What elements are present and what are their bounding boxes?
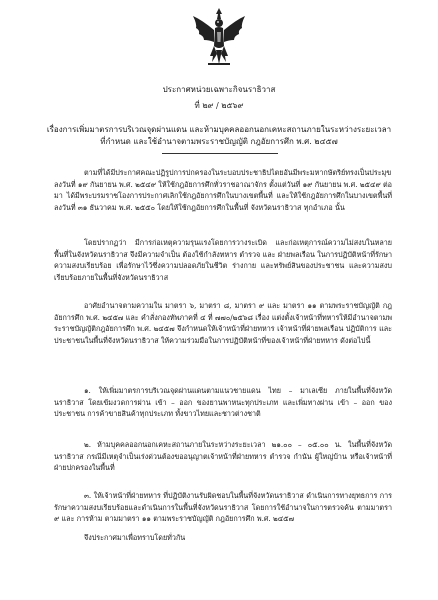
paragraph-item-3 bbox=[54, 490, 392, 525]
paragraph-text: ๓. ให้เจ้าหน้าที่ฝ่ายทหาร ที่ปฏิบัติงานรับผิดชอบในพื้นที่จังหวัดนราธิวาส ดำเนินการทางยุทธการ การรักษาความสงบเรียบร้อยและดำเนินการในพื้นที่จังหวัดนราธิวาส โดยการใช้อำนาจในการตรวจค้น ตามมาตรา ๙ และ การห้าม ตามมาตรา ๑๑ ตามพระราชบัญญัติ กฎอัยการศึก พ.ศ. ๒๔๕๗ bbox=[54, 491, 392, 524]
paragraph-item-1 bbox=[54, 385, 392, 420]
subject-underline bbox=[162, 153, 278, 154]
paragraph-item-2 bbox=[54, 439, 392, 474]
paragraph-text: โดยปรากฏว่า มีการก่อเหตุความรุนแรงโดยการวางระเบิด และก่อเหตุการณ์ความไม่สงบในหลายพื้นที่ในจังหวัดนราธิวาส จึงมีความจำเป็น ต้องใช้กำลังทหาร ตำรวจ และ ฝ่ายพลเรือน ในการปฏิบัติหน้าที่รักษาความสงบเรียบร้อย เพื่อรักษาไว้ซึ่งความปลอดภัยในชีวิต ร่างกาย และทรัพย์สินของประชาชน และความสงบเรียบร้อยภายในพื้นที่จังหวัดนราธิวาส bbox=[54, 238, 392, 282]
paragraph-text: ตามที่ได้มีประกาศคณะปฏิรูปการปกครองในระบอบประชาธิปไตยอันมีพระมหากษัตริย์ทรงเป็นประมุข ลงวันที่ ๑๙ กันยายน พ.ศ. ๒๕๔๙ ให้ใช้กฎอัยการศึกทั่วราชอาณาจักร ตั้งแต่วันที่ ๑๙ กันยายน พ.ศ. ๒๕๔๙ ต่อมา ได้มีพระบรมราชโองการประกาศเลิกใช้กฎอัยการศึกในบางเขตพื้นที่ และให้ใช้กฎอัยการศึกในบางเขตพื้นที่ ลงวันที่ ๓๑ ธันวาคม พ.ศ. ๒๕๕๐ โดยให้ใช้กฎอัยการศึกในพื้นที่ จังหวัดนราธิวาส ทุกอำเภอ นั้น bbox=[54, 168, 392, 212]
announcement-subject bbox=[0, 124, 438, 148]
subject-line-2: ที่กำหนด และใช้อำนาจตามพระราชบัญญัติ กฎอัยการศึก พ.ศ. ๒๔๕๗ bbox=[100, 137, 338, 146]
announcement-title: ประกาศหน่วยเฉพาะกิจนราธิวาส bbox=[162, 85, 276, 94]
paragraph-text: จึงประกาศมาเพื่อทราบโดยทั่วกัน bbox=[84, 533, 186, 542]
paragraph-closing bbox=[54, 532, 392, 544]
paragraph-reason bbox=[54, 237, 392, 283]
paragraph-preamble bbox=[54, 167, 392, 213]
paragraph-text: ๑. ให้เพิ่มมาตรการบริเวณจุดผ่านแดนตามแนวชายแดน ไทย – มาเลเซีย ภายในพื้นที่จังหวัดนราธิวาส โดยเข้มงวดการผ่าน เข้า – ออก ของยานพาหนะทุกประเภท และเพิ่มทางผ่าน เข้า – ออก ของประชาชน การค้าขายสินค้าทุกประเภท ทั้งขาวไทยและชาวต่างชาติ bbox=[54, 386, 392, 419]
subject-line-1: เรื่องการเพิ่มมาตรการบริเวณจุดผ่านแดน และห้ามบุคคลออกนอกเคหะสถานภายในระหว่างระยะเวลา bbox=[46, 125, 392, 134]
garuda-emblem-icon bbox=[190, 6, 248, 68]
paragraph-text: อาศัยอำนาจตามความใน มาตรา ๖, มาตรา ๘, มาตรา ๙ และ มาตรา ๑๑ ตามพระราชบัญญัติ กฎอัยการศึก พ.ศ. ๒๔๕๗ และ คำสั่งกองทัพภาคที่ ๔ ที่ ๗๗๐/๒๕๖๘ เรื่อง แต่งตั้งเจ้าหน้าที่ทหารให้มีอำนาจตามพระราชบัญญัติกฎอัยการศึก พ.ศ. ๒๔๕๗ จึงกำหนดให้เจ้าหน้าที่ฝ่ายทหาร เจ้าหน้าที่ฝ่ายพลเรือน ปฏิบัติการ และ ประชาชนในพื้นที่จังหวัดนราธิวาส ให้ความร่วมมือในการปฏิบัติหน้าที่ของเจ้าหน้าที่ฝ่ายทหาร ดังต่อไปนี้ bbox=[54, 301, 392, 345]
announcement-number: ที่ ๒๙ / ๒๕๖๙ bbox=[194, 101, 244, 110]
paragraph-text: ๒. ห้ามบุคคลออกนอกเคหะสถานภายในระหว่างระยะเวลา ๒๑.๐๐ – ๐๕.๐๐ น. ในพื้นที่จังหวัดนราธิวาส กรณีมีเหตุจำเป็นเร่งด่วนต้องขออนุญาตเจ้าหน้าที่ฝ่ายทหาร ตำรวจ กำนัน ผู้ใหญ่บ้าน หรือเจ้าหน้าที่ฝ่ายปกครองในพื้นที่ bbox=[54, 440, 392, 473]
paragraph-authority bbox=[54, 300, 392, 346]
